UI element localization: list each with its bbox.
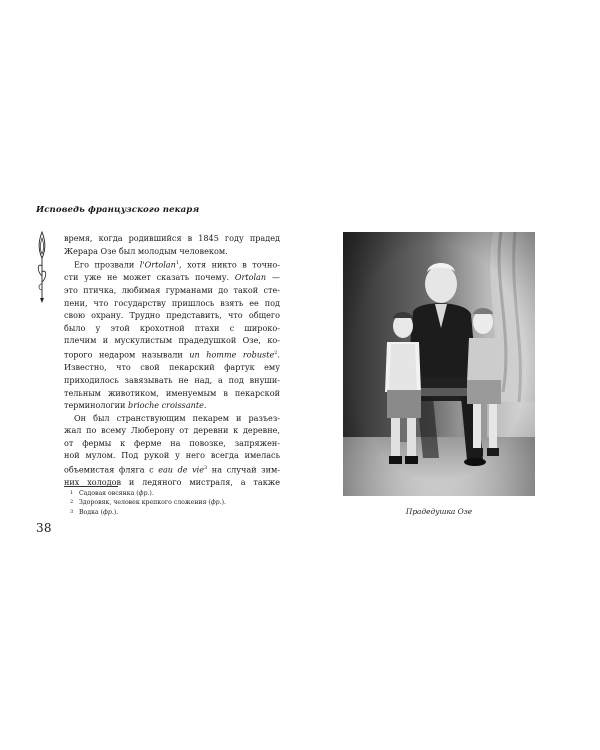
- text-line: было у этой крохотной птахи с широко-: [64, 322, 280, 333]
- text-line: свою охрану. Трудно представить, что общего: [64, 310, 280, 321]
- floral-ornament-icon: [36, 228, 48, 304]
- text-line: плечим и мускулистым прадедушкой Озе, ко-: [64, 335, 280, 346]
- text-line: жал по всему Люберону от деревни к деревне,: [64, 425, 280, 436]
- text-line: сти уже не может сказать почему. Ortolan —: [64, 272, 280, 283]
- text-line: торого недаром называли un homme robuste$^2$.: [64, 349, 280, 360]
- body-text: [64, 232, 280, 489]
- text-line: них холодов и ледяного мистраля, а также: [64, 477, 280, 488]
- text-line: это птичка, любимая гурманами до такой сте-: [64, 285, 280, 296]
- text-line: приходилось завязывать не над, а под внуши-: [64, 374, 280, 385]
- text-line: Жерара Озе был молодым человеком.: [64, 245, 228, 256]
- footnotes: [64, 489, 284, 517]
- text-line: ной мулом. Под рукой у него всегда имелась: [64, 450, 280, 461]
- text-line: от фермы к ферме на повозке, запряжен-: [64, 437, 280, 448]
- text-line: терминологии brioche croissante.: [64, 400, 207, 411]
- footnote: 2 Здоровяк, человек крепкого сложения (фр.).: [70, 499, 226, 507]
- footnote: 1 Садовая овсянка (фр.).: [70, 490, 154, 497]
- text-line: Известно, что свой пекарский фартук ему: [64, 362, 280, 373]
- photo-illustration: [343, 232, 535, 496]
- text-line: пени, что государству пришлось взять ее под: [64, 297, 280, 308]
- photo-caption: Прадедушка Озе: [405, 507, 473, 516]
- running-head: Исповедь французского пекаря: [36, 205, 200, 215]
- text-line: объемистая фляга с eau de vie$^3$ на случай зим-: [64, 464, 280, 475]
- text-line: Его прозвали l'Ortolan$^1$, хотя никто в точно-: [74, 259, 280, 270]
- text-line: время, когда родившийся в 1845 году прадед: [64, 233, 280, 243]
- text-line: тельным животиком, именуемым в пекарской: [64, 387, 280, 398]
- page-number: 38: [36, 521, 52, 535]
- footnote: 3 Водка (фр.).: [70, 508, 119, 516]
- text-line: Он был странствующим пекарем и разъез-: [74, 412, 280, 423]
- footnote-rule: [64, 486, 118, 487]
- family-photo: [343, 232, 535, 496]
